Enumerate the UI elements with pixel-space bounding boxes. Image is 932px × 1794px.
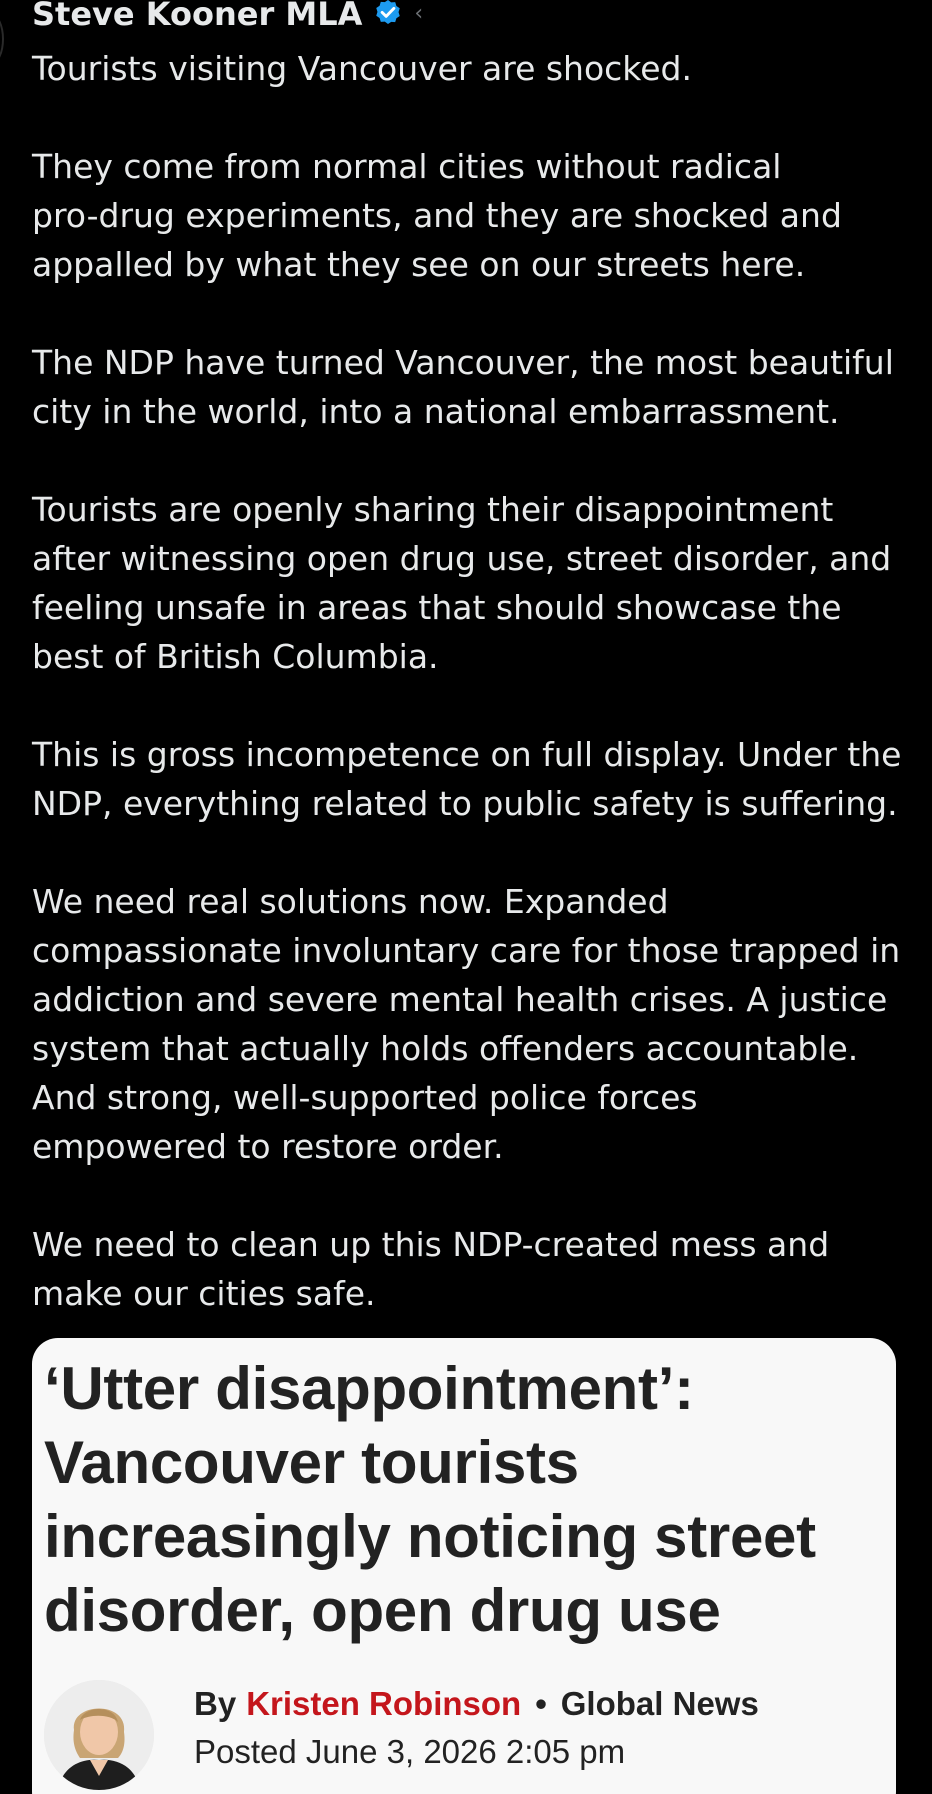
post-paragraph: The NDP have turned Vancouver, the most beautiful city in the world, into a national embarrassment. xyxy=(32,343,894,431)
article-outlet: Global News xyxy=(560,1685,759,1722)
avatar[interactable] xyxy=(0,14,4,64)
author-name[interactable]: Steve Kooner MLA xyxy=(32,0,363,33)
post-text xyxy=(32,44,912,1318)
byline-by-label: By xyxy=(194,1685,237,1722)
post-paragraph: They come from normal cities without radical pro-drug experiments, and they are shocked and appalled by what they see on our streets here. xyxy=(32,147,842,284)
post-paragraph: Tourists visiting Vancouver are shocked. xyxy=(32,49,692,88)
post-header xyxy=(32,0,424,34)
article-author-link[interactable]: Kristen Robinson xyxy=(246,1685,522,1722)
article-posted-date: Posted June 3, 2026 2:05 pm xyxy=(194,1733,626,1770)
post-paragraph: We need to clean up this NDP-created mess and make our cities safe. xyxy=(32,1225,830,1313)
verified-badge-icon xyxy=(372,0,404,30)
author-photo xyxy=(44,1680,154,1790)
post-paragraph: We need real solutions now. Expanded compassionate involuntary care for those trapped in addiction and severe mental health crises. A justice system that actually holds offenders accountable. And strong, well-supported police forces empowered to restore order. xyxy=(32,882,901,1166)
article-card[interactable] xyxy=(32,1338,896,1794)
post-paragraph: This is gross incompetence on full display. Under the NDP, everything related to public safety is suffering. xyxy=(32,735,902,823)
article-byline xyxy=(194,1680,759,1776)
handle-fragment-icon: ‹ xyxy=(414,1,424,26)
byline-separator: • xyxy=(535,1685,547,1722)
post-paragraph: Tourists are openly sharing their disappointment after witnessing open drug use, street disorder, and feeling unsafe in areas that should showcase the best of British Columbia. xyxy=(32,490,892,676)
article-headline: ‘Utter disappointment’: Vancouver tourists increasingly noticing street disorder, open drug use xyxy=(44,1355,816,1644)
